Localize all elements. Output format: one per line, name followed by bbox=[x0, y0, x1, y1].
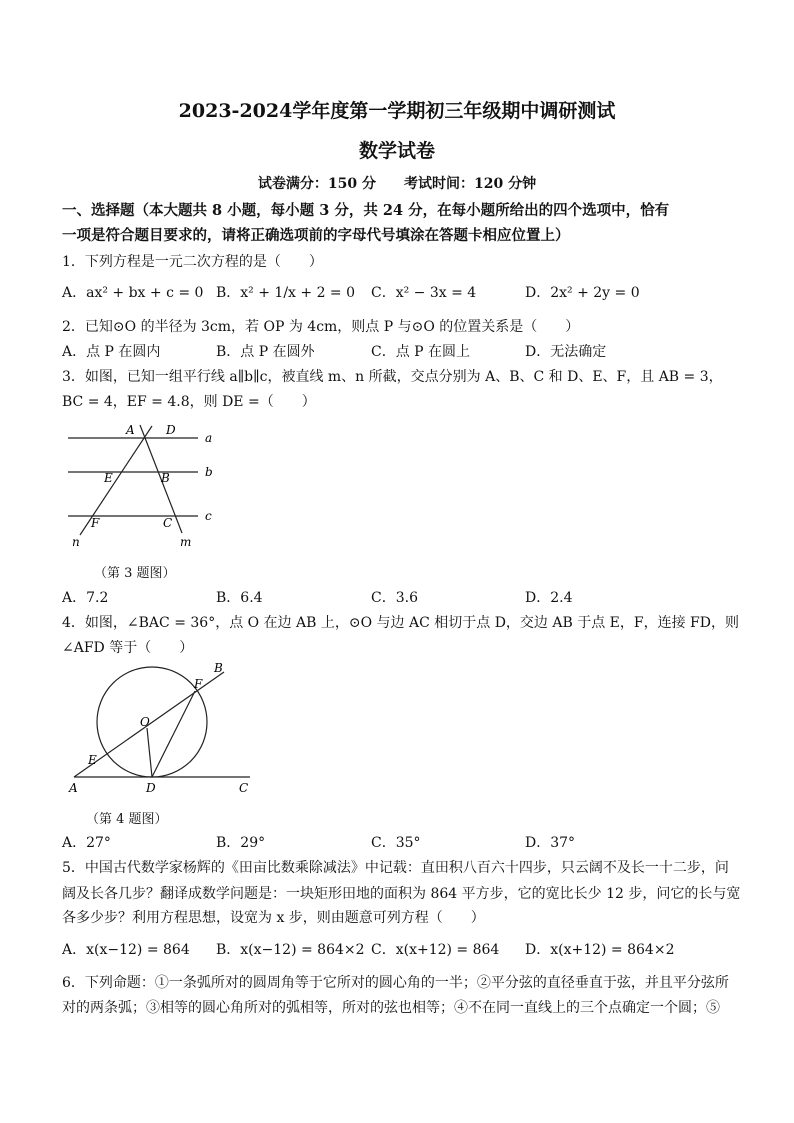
exam-subtitle: 数学试卷 bbox=[358, 140, 435, 162]
label-C: C bbox=[239, 781, 249, 795]
section-heading-line1: 一、选择题（本大题共 8 小题，每小题 3 分，共 24 分，在每小题所给出的四个选项中，恰有 bbox=[62, 202, 670, 219]
q2-option-d: D．无法确定 bbox=[525, 344, 607, 360]
q5-line1: 5．中国古代数学家杨辉的《田亩比数乘除减法》中记载：直田积八百六十四步，只云阔不及长一十二步，问 bbox=[62, 860, 729, 876]
label-A: A bbox=[69, 781, 78, 795]
q3-caption: （第 3 题图） bbox=[94, 566, 176, 581]
q3-option-c: C．3.6 bbox=[371, 590, 418, 606]
q1-stem: 1．下列方程是一元二次方程的是（ ） bbox=[62, 254, 323, 270]
q4-option-c: C．35° bbox=[371, 835, 421, 851]
q4-figure bbox=[62, 660, 262, 800]
q4-option-a: A．27° bbox=[62, 835, 111, 851]
q5-option-d: D．x(x+12) = 864×2 bbox=[525, 942, 675, 958]
label-E: E bbox=[104, 471, 113, 485]
exam-meta: 试卷满分：150 分 考试时间：120 分钟 bbox=[257, 176, 537, 192]
label-c: c bbox=[205, 509, 212, 523]
label-F: F bbox=[194, 677, 203, 691]
q4-option-b: B．29° bbox=[216, 835, 266, 851]
q2-option-c: C．点 P 在圆上 bbox=[371, 344, 471, 360]
q3-option-b: B．6.4 bbox=[216, 590, 263, 606]
q4-caption: （第 4 题图） bbox=[86, 812, 168, 827]
q3-stem-line2: BC = 4，EF = 4.8，则 DE =（ ） bbox=[62, 394, 316, 410]
label-b: b bbox=[205, 465, 213, 479]
label-E: E bbox=[88, 753, 97, 767]
q4-stem-line1: 4．如图，∠BAC = 36°，点 O 在边 AB 上，⊙O 与边 AC 相切于点 D，交边 AB 于点 E，F，连接 FD，则 bbox=[62, 615, 739, 631]
label-m: m bbox=[180, 535, 192, 549]
radius-od bbox=[147, 728, 152, 777]
label-O: O bbox=[140, 715, 150, 729]
label-C: C bbox=[163, 516, 173, 530]
q4-option-d: D．37° bbox=[525, 835, 576, 851]
q5-line2: 阔及长各几步？翻译成数学问题是：一块矩形田地的面积为 864 平方步，它的宽比长少 12 步，问它的长与宽 bbox=[62, 886, 741, 902]
q5-line3: 各多少步？利用方程思想，设宽为 x 步，则由题意可列方程（ ） bbox=[62, 910, 485, 926]
label-n: n bbox=[72, 535, 80, 549]
section-heading-line2: 一项是符合题目要求的，请将正确选项前的字母代号填涂在答题卡相应位置上） bbox=[62, 227, 570, 244]
q6-line1: 6．下列命题：①一条弧所对的圆周角等于它所对的圆心角的一半；②平分弦的直径垂直于弦，并且平分弦所 bbox=[62, 975, 729, 991]
q2-stem: 2．已知⊙O 的半径为 3cm，若 OP 为 4cm，则点 P 与⊙O 的位置关系是（ ） bbox=[62, 319, 580, 335]
label-D: D bbox=[166, 423, 176, 437]
q1-option-b: B．x² + 1/x + 2 = 0 bbox=[216, 285, 356, 301]
q5-option-a: A．x(x−12) = 864 bbox=[62, 942, 190, 958]
label-a: a bbox=[205, 431, 213, 445]
q1-option-a: A．ax² + bx + c = 0 bbox=[62, 285, 204, 301]
q4-stem-line2: ∠AFD 等于（ ） bbox=[62, 640, 194, 656]
q5-option-b: B．x(x−12) = 864×2 bbox=[216, 942, 365, 958]
q2-option-b: B．点 P 在圆外 bbox=[216, 344, 315, 360]
q5-option-c: C．x(x+12) = 864 bbox=[371, 942, 500, 958]
label-D: D bbox=[146, 781, 156, 795]
q6-line2: 对的两条弧；③相等的圆心角所对的弧相等，所对的弦也相等；④不在同一直线上的三个点确定一个圆；⑤ bbox=[62, 1000, 720, 1016]
q3-stem-line1: 3．如图，已知一组平行线 a∥b∥c，被直线 m、n 所截，交点分别为 A、B、C 和 D、E、F，且 AB = 3， bbox=[62, 369, 723, 385]
q1-option-c: C．x² − 3x = 4 bbox=[371, 285, 477, 301]
q2-option-a: A．点 P 在圆内 bbox=[62, 344, 161, 360]
label-B: B bbox=[161, 471, 170, 485]
q3-option-a: A．7.2 bbox=[62, 590, 109, 606]
exam-title: 2023-2024学年度第一学期初三年级期中调研测试 bbox=[178, 100, 616, 122]
q3-figure bbox=[60, 420, 230, 550]
label-A: A bbox=[126, 423, 135, 437]
label-B: B bbox=[214, 661, 223, 675]
q1-option-d: D．2x² + 2y = 0 bbox=[525, 285, 640, 301]
chord-fd bbox=[152, 691, 195, 777]
label-F: F bbox=[91, 516, 100, 530]
q3-option-d: D．2.4 bbox=[525, 590, 573, 606]
